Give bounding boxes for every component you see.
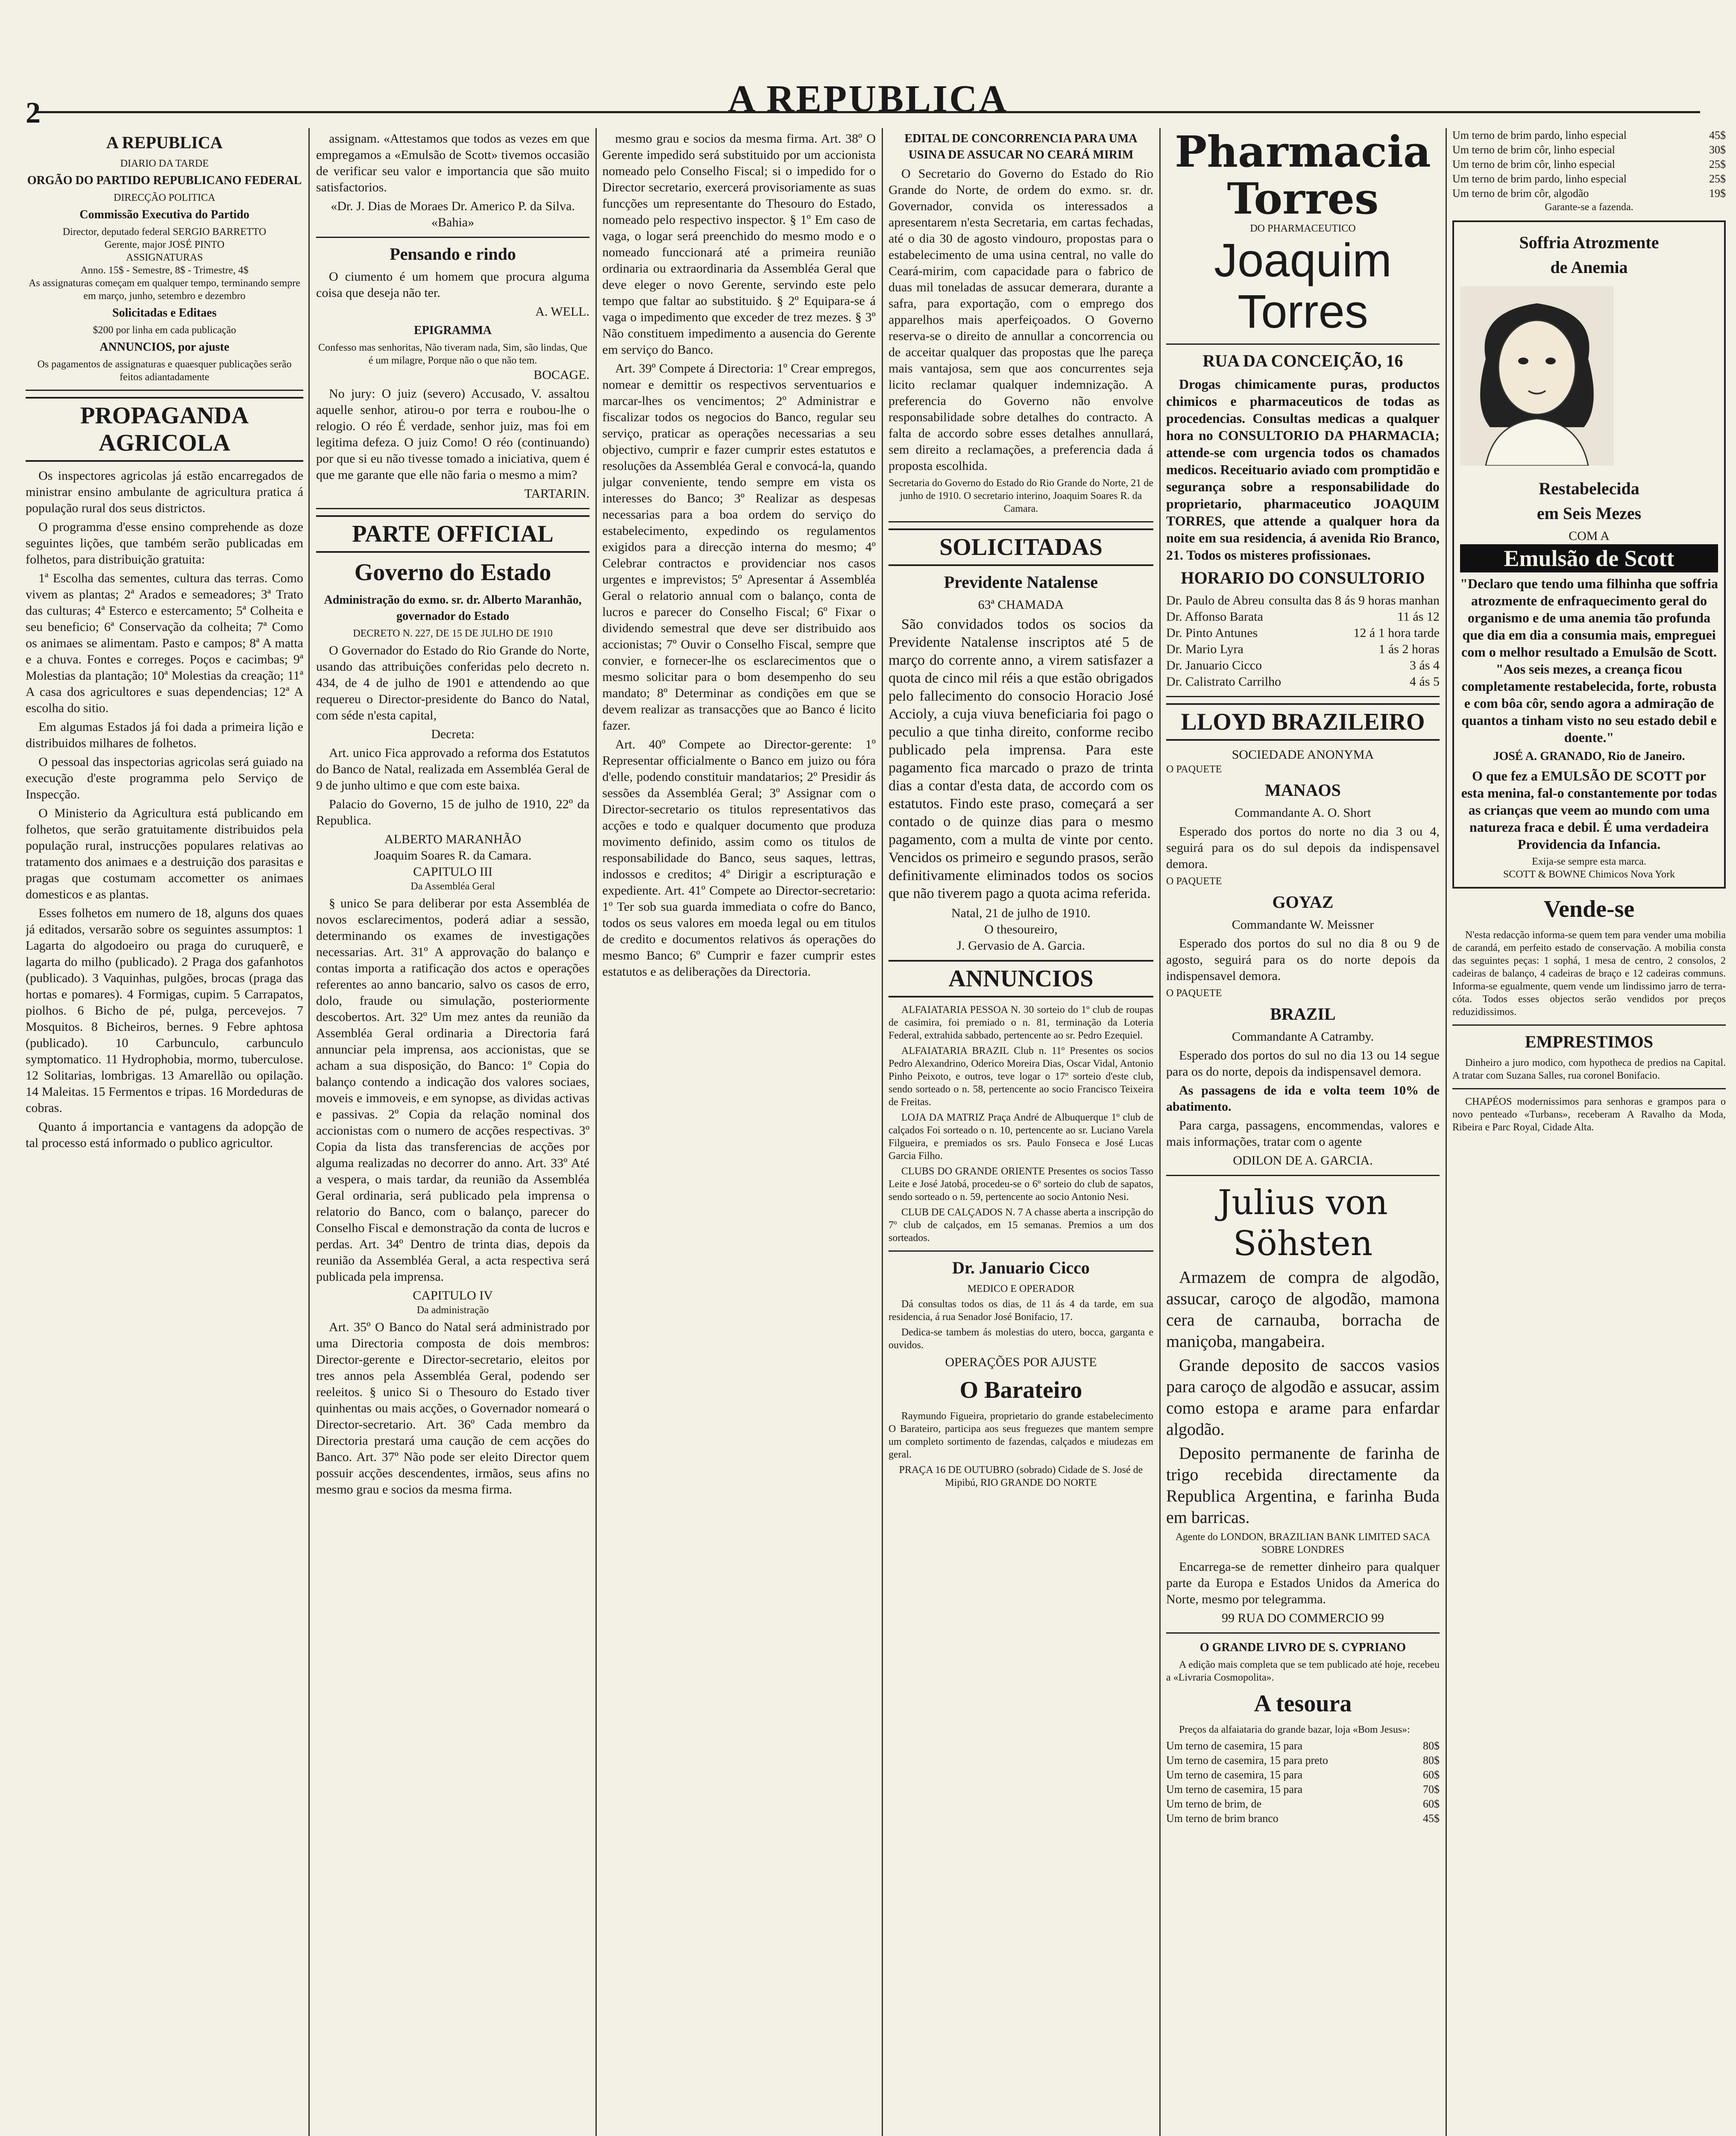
doctor-name: Dr. Pinto Antunes [1166, 626, 1258, 640]
article-paragraph: São convidados todos os socios da Previdente Natalense inscriptos até 5 de março do corrente anno, a virem satisfazer a quota de cinco mil réis a que estão obrigados pelo fallecimento do consocio Horacio José Accioly, a cuja viuva beneficiaria foi pago o peculio a que tinha direito, conforme recibo publicado pela imprensa. Para este pagamento fica marcado o prazo de trinta dias a contar d'esta data, de accordo com os estatutos. Findo este praso, começará a ser contado o de quinze dias para o mesmo pagamento, com a multa de vinte por cento. Vencidos os primeiro e segundo prasos, serão definitivamente eliminados todos os socios que não tiverem pago a quota acima referida. [889, 616, 1153, 901]
place-line: Natal, 21 de julho de 1910. [951, 906, 1091, 920]
column-6 [1452, 128, 1726, 2136]
article-paragraph: assignam. «Attestamos que todos as vezes em que empregamos a «Emulsão de Scott» tivemos occasião de verificar seu valor e importancia que são muito satisfactorios. [316, 132, 589, 194]
column-5 [1166, 128, 1440, 2136]
price-row [1452, 157, 1726, 172]
pharmacy-address: RUA DA CONCEIÇÃO, 16 [1202, 351, 1403, 370]
article-paragraph: Esses folhetos em numero de 18, alguns dos quaes já editados, versarão sobre os seguintes assumptos: 1 Lagarta do algodoeiro ou praga do curuquerê, e lagarta do milho (publicado). 2 Praga dos gafanhotos (publicado). 3 Vaquinhas, pulgões, brocas (praga das hortas e pomares). 4 Formigas, cupim. 5 Carrapatos, piolhos. 6 Bicho de pé, pulga, percevejos. 7 Mosquitos. 8 Bicheiros, bernes. 9 Febre aphtosa (publicado). 10 Carbunculo, carbunculo symptomatico. 11 Hydrophobia, mormo, tuberculose. 12 Solitarias, lombrigas. 13 Amarellão ou opilação. 14 Maleitas. 15 Fermentos e tripas. 16 Mordeduras de cobras. [26, 906, 303, 1115]
lloyd-heading: LLOYD BRAZILEIRO [1166, 703, 1440, 741]
article-paragraph: Em algumas Estados já foi dada a primeira lição e distribuidos milhares de folhetos. [26, 720, 303, 750]
ads-label: ANNUNCIOS, por ajuste [100, 340, 229, 354]
girl-portrait-icon [1460, 286, 1614, 466]
hats-text: CHAPÉOS modernissimos para senhoras e grampos para o novo penteado «Turbans», receberam A Ravalho da Moda, Ribeira e Parc Royal, Cidade Alta. [1452, 1096, 1726, 1133]
doctor-name: Dr. Januario Cicco [1166, 658, 1262, 672]
julius-text: Encarrega-se de remetter dinheiro para qualquer parte da Europa e Estados Unidos da America do Norte, mesmo por telegramma. [1166, 1560, 1440, 1606]
price-item: Um terno de casemira, 15 para [1166, 1783, 1303, 1796]
price-row [1166, 1768, 1440, 1782]
subscriptions-note: As assignaturas começam em qualquer tempo, terminando sempre em março, junho, setembro e dezembro [29, 278, 300, 302]
julius-heading: Julius von Söhsten [1218, 1182, 1388, 1263]
article-paragraph: Art. 40º Compete ao Director-gerente: 1º Representar officialmente o Banco em juizo ou fóra d'elle, podendo constituir mandatarios; 2º Presidir ás sessões da Assembléa Geral; 3º Assignar com o Director-secretario os titulos representativos das acções e todo e qualquer documento que produza movimento definido, assim como os titulos de responsabilidade do Banco, seus saques, lettras, indossos e creditos; 4º Dirigir a escripturação e expediente. Art. 41º Compete ao Director-secretario: 1º Ter sob sua guarda immediata o cofre do Banco, todos os seus valores em moeda legal ou em titulos de credito e documentos relativos ás operações do mesmo Banco; 6º Cumprir e fazer cumprir estes estatutos e as deliberações da Directoria. [602, 737, 876, 979]
divider [316, 237, 589, 238]
column-3 [602, 128, 876, 2136]
price-item: Um terno de brim, de [1166, 1798, 1262, 1810]
place-line: «Bahia» [431, 215, 474, 229]
tesoura-intro: Preços da alfaiataria do grande bazar, loja «Bom Jesus»: [1179, 1724, 1410, 1735]
scott-with: COM A [1569, 529, 1610, 543]
masthead-title: A REPUBLICA [727, 78, 1009, 120]
price-value: 45$ [1709, 129, 1726, 141]
article-paragraph: Art. 39º Compete á Directoria: 1º Crear empregos, nomear e demittir os respectivos serventuarios e marcar-lhes os vencimentos; 2º Administrar e fiscalizar todos os negocios do Banco, regular seu serviço, praticar as operações necessarias a seu objectivo, cumprir e fazer cumprir estes estatutos e resoluções da Assembléa Geral e convocá-la, quando julgar conveniente, tendo sempre em vista os interesses do Banco; 3º Realizar as despesas necessarias para a boa ordem do serviço do estabelecimento, expedindo os regulamentos exigidos para a direcção interna do mesmo; 4º Celebrar contractos e providenciar nos casos urgentes e imprevistos; 5º Apresentar á Assembléa Geral o relatorio annual com o balanço, conta de lucros e parecer do Conselho Fiscal; 6º Fixar o dividendo semestral que deve ser distribuido aos accionistas; 7º Ouvir o Conselho Fiscal, sempre que convier, e fornecer-lhe os esclarecimentos que o mesmo solicitar para o bom desempenho do seu mandato; 8º Determinar as condições em que se devem realizar as transacções que ao Banco é licito fazer. [602, 361, 876, 733]
article-paragraph: O Ministerio da Agricultura está publicando em folhetos, que serão gratuitamente distribuidos pela população rural, instrucções populares relativas ao tratamento dos animaes e a destruição dos parasitas e pragas que costumam accometter os animaes domesticos e as plantas. [26, 806, 303, 901]
scott-claim: O que fez a EMULSÃO DE SCOTT por esta menina, fal-o constantemente por todas as crianças que veem ao mundo com uma natureza fraca e debil. É uma verdadeira Providencia da Infancia. [1461, 768, 1717, 852]
section-heading: EPIGRAMMA [414, 324, 492, 337]
ad-text: CLUB DE CALÇADOS N. 7 A chasse aberta a inscripção do 7º club de calçados, em 15 semanas. Premios a um dos sorteados. [889, 1207, 1153, 1244]
price-value: 19$ [1709, 187, 1726, 200]
scott-mark: Exija-se sempre esta marca. [1532, 856, 1646, 867]
price-row [1452, 186, 1726, 201]
subscriptions-label: ASSIGNATURAS [126, 252, 203, 263]
doctor-time: 1 ás 2 horas [1378, 642, 1440, 656]
ad-text: Raymundo Figueira, proprietario do grande estabelecimento O Barateiro, participa aos seus freguezes que mantem sempre um completo sortimento de fazendas, calçados e miudezas em geral. [889, 1411, 1153, 1460]
ship-text: Esperado dos portos do norte no dia 3 ou 4, seguirá para os do sul depois da indispensavel demora. [1166, 824, 1440, 871]
signature: TARTARIN. [524, 487, 589, 501]
price-row [1166, 1739, 1440, 1753]
price-item: Um terno de casemira, 15 para [1166, 1769, 1303, 1781]
article-paragraph: O pessoal das inspectorias agricolas será guiado na execução d'este programma pelo Serviço de Inspecção. [26, 755, 303, 801]
ship-text: Esperado dos portos do sul no dia 8 ou 9 de agosto, seguirá para os do norte depois da indispensavel demora. [1166, 936, 1440, 983]
column-2 [316, 128, 589, 2136]
subscriptions-prices: Anno. 15$ - Semestre, 8$ - Trimestre, 4$ [80, 265, 249, 276]
chapter-subtitle: Da administração [416, 1305, 489, 1316]
article-paragraph: O programma d'esse ensino comprehende as doze seguintes lições, que também serão publicadas em folhetos, para distribuição gratuita: [26, 520, 303, 566]
solicited-heading: SOLICITADAS [889, 528, 1153, 566]
hours-row [1166, 641, 1440, 657]
price-row [1166, 1797, 1440, 1811]
price-value: 25$ [1709, 158, 1726, 170]
price-value: 80$ [1423, 1754, 1440, 1766]
article-paragraph: § unico Se para deliberar por esta Assembléa de novos esclarecimentos, poderá adiar a sessão, determinando os exames de investigações necessarias. Art. 31º A approvação do balanço e contas importa a ratificação dos actos e operações referentes ao anno bancario, salvo os casos de erro, dolo, fraude ou simulação, posteriormente descobertos. Art. 32º Um mez antes da reunião da Assembléa Geral ordinaria a Directoria fará annunciar pela imprensa, aos accionistas, que se acham a sua disposição, do Banco: 1º Copia do balanço contendo a indicação dos valores sociaes, moveis e immoveis, e em synopse, as dividas activas e passivas. 2º Copia da relação nominal dos accionistas com o numero de acções respectivas. 3º Copia da lista das transferencias de acções por alguma realizadas no decorrer do anno. Art. 33º Até a vespera, o mais tardar, da reunião da Assembléa Geral ordinaria, será publicado pela imprensa o relatorio do Banco, com o balanço, parecer do Conselho Fiscal e demonstração da conta de lucros e perdas. Art. 34º Dentro de trinta dias, depois da reunião da Assembléa Geral, a acta respectiva será publicada pela imprensa. [316, 896, 589, 1284]
article-paragraph: mesmo grau e socios da mesma firma. Art. 38º O Gerente impedido será substituido por um accionista nomeado pelo Conselho Fiscal; si o impedido for o Director secretario, exercerá provisoriamente as suas funcções um representante do Thesouro do Estado, nomeado pelo respectivo inspector. § 1º Em caso de vaga, o logar será preenchido do mesmo modo e o nomeado funccionará até a primeira reunião ordinaria ou extraordinaria da Assembléa Geral que deve eleger o novo Gerente, servindo este pelo tempo que faltar ao substituido. § 2º Equipara-se á vaga o impedimento que exceder de trez mezes. § 3º Não constituem impedimento a ausencia do Gerente em serviço do Banco. [602, 132, 876, 357]
doctor-subtitle: MEDICO E OPERADOR [967, 1283, 1075, 1294]
hours-row [1166, 657, 1440, 674]
article-paragraph: Os inspectores agricolas já estão encarregados de ministrar ensino ambulante de agricultura pratica á população rural dos seus districtos. [26, 469, 303, 515]
price-item: Um terno de casemira, 15 para [1166, 1740, 1303, 1752]
signature: J. Gervasio de A. Garcia. [956, 939, 1085, 953]
signature: Secretaria do Governo do Estado do Rio Grande do Norte, 21 de junho de 1910. O secretario interino, Joaquim Soares R. da Camara. [889, 478, 1153, 514]
divider [1166, 1632, 1440, 1634]
ad-text: Dedica-se tambem ás molestias do utero, bocca, garganta e ouvidos. [889, 1327, 1153, 1351]
hours-row [1166, 674, 1440, 690]
column-rule [1446, 128, 1447, 2136]
price-value: 30$ [1709, 144, 1726, 156]
doctor-time: 3 ás 4 [1410, 658, 1440, 672]
julius-text: Deposito permanente de farinha de trigo recebida directamente da Republica Argentina, e farinha Buda em barricas. [1166, 1444, 1440, 1527]
decree-word: Decreta: [431, 727, 475, 741]
ad-text: ALFAIATARIA PESSOA N. 30 sorteio do 1º club de roupas de casimira, foi premiado o n. 81, terminação da Loteria Federal, extrahida sabbado, pertencente ao sr. Pedro Ezequiel. [889, 1004, 1153, 1041]
book-heading: O GRANDE LIVRO DE S. CYPRIANO [1199, 1641, 1406, 1654]
divider [1166, 696, 1440, 697]
price-item: Um terno de brim côr, linho especial [1452, 158, 1615, 170]
signature: ALBERTO MARANHÃO [384, 832, 522, 846]
column-1 [26, 128, 303, 2136]
ship-name: MANAOS [1265, 780, 1341, 800]
book-text: A edição mais completa que se tem publicado até hoje, recebeu a «Livraria Cosmopolita». [1166, 1659, 1440, 1683]
price-row [1166, 1753, 1440, 1768]
prices-note: Garante-se a fazenda. [1545, 202, 1633, 213]
doctor-name: Dr. Affonso Barata [1166, 610, 1263, 624]
scott-restored: em Seis Mezes [1537, 504, 1642, 523]
tesoura-heading: A tesoura [1254, 1690, 1352, 1717]
price-value: 80$ [1423, 1740, 1440, 1752]
julius-text: Armazem de compra de algodão, assucar, caroço de algodão, mamona cera de carnauba, borracha de maniçoba, mangabeira. [1166, 1268, 1440, 1351]
doctor-time: 4 ás 5 [1410, 675, 1440, 689]
hours-heading: HORARIO DO CONSULTORIO [1181, 568, 1425, 587]
price-value: 45$ [1423, 1812, 1440, 1825]
divider [1452, 1024, 1726, 1026]
ship-cargo: Para carga, passagens, encommendas, valores e mais informações, tratar com o agente [1166, 1118, 1440, 1149]
scott-quote: "Declaro que tendo uma filhinha que soffria atrozmente de enfraquecimento geral do organismo e de uma anemia tão profunda que dia em dia a consumia mais, empreguei com o melhor resultado a Emulsão de Scott. "Aos seis mezes, a creança ficou completamente restabelecida, forte, robusta e com bôa côr, sendo agora a admiração de quantos a tinham visto no seu estado debil e doente." [1460, 576, 1718, 745]
column-rule [882, 128, 883, 2136]
ship-label: O PAQUETE [1166, 876, 1222, 887]
price-item: Um terno de brim pardo, linho especial [1452, 129, 1627, 141]
price-value: 60$ [1423, 1798, 1440, 1810]
divider [889, 1250, 1153, 1252]
call-number: 63ª CHAMADA [978, 598, 1064, 612]
doctor-heading: Dr. Januario Cicco [952, 1258, 1090, 1277]
divider [1166, 1175, 1440, 1176]
page-number: 2 [26, 97, 41, 129]
ship-name: BRAZIL [1270, 1004, 1336, 1024]
pharmacist-name: Joaquim Torres [1214, 234, 1392, 338]
price-row [1452, 143, 1726, 157]
signature: «Dr. J. Dias de Moraes Dr. Americo P. da Silva. [331, 199, 575, 213]
scott-title: Soffria Atrozmente [1519, 233, 1659, 252]
article-paragraph: Art. unico Fica approvado a reforma dos Estatutos do Banco de Natal, realizada em Assembléa Geral de 9 de junho ultimo e que com este baixa. [316, 746, 589, 792]
ship-commander: Commandante W. Meissner [1232, 918, 1374, 932]
ship-label: O PAQUETE [1166, 988, 1222, 999]
barateiro-heading: O Barateiro [959, 1377, 1082, 1403]
article-paragraph: O Secretario do Governo do Estado do Rio Grande do Norte, de ordem do exmo. sr. dr. Governador, convida os interessados a apresentarem n'esta Secretaria, em cartas fechadas, até o dia 30 de agosto vindouro, propostas para o estabelecimento de uma usina central, no valle do Ceará-mirim, com capacidade para o fabrico de duas mil toneladas de assucar demerara, durante a safra, para exportação, com o emprego dos apparelhos mais aperfeiçoados. O Governo reserva-se o direito de annullar a concorrencia ou de acceitar qualquer das propostas que lhe pareça mais vantajosa, sem que aos concurrentes seja licito reclamar qualquer indemnização. A preferencia do Governo não envolve responsabilidade sobre detalhes do contracto. A falta de accordo sobre esses detalhes annullará, sem direito a reclamações, a preferencia dada á proposta escolhida. [889, 167, 1153, 473]
price-row [1452, 172, 1726, 186]
loan-text: Dinheiro a juro modico, com hypotheca de predios na Capital. A tratar com Suzana Salles, rua coronel Bonifacio. [1452, 1057, 1726, 1081]
price-item: Um terno de brim côr, algodão [1452, 187, 1589, 200]
divider [1166, 343, 1440, 345]
price-item: Um terno de brim côr, linho especial [1452, 144, 1615, 156]
price-item: Um terno de brim pardo, linho especial [1452, 173, 1627, 185]
price-item: Um terno de brim branco [1166, 1812, 1279, 1825]
divider [316, 508, 589, 509]
ship-fare: As passagens de ida e volta teem 10% de abatimento. [1166, 1083, 1440, 1114]
government-heading: Governo do Estado [354, 559, 551, 586]
direction-label: DIRECÇÃO POLITICA [114, 192, 215, 203]
divider [889, 521, 1153, 522]
ad-text: ALFAIATARIA BRAZIL Club n. 11º Presentes os socios Pedro Alexandrino, Oderico Moreira Dias, Oscar Vidal, Antonio Pinho Peixoto, e outros, teve logar o 17º sorteio d'este club, sendo sorteado o n. 58, pertencente ao socio Francisco Teixeira de Freitas. [889, 1045, 1153, 1108]
article-paragraph: Quanto á importancia e vantagens da adopção de tal processo está informado o publico agricultor. [26, 1120, 303, 1150]
party-organ: ORGÃO DO PARTIDO REPUBLICANO FEDERAL [27, 174, 302, 187]
price-value: 60$ [1423, 1769, 1440, 1781]
hours-table [1166, 593, 1440, 690]
sale-text: N'esta redacção informa-se quem tem para vender uma mobilia de carandá, em perfeito estado de conservação. A mobilia consta das seguintes peças: 1 sophá, 1 mesa de centro, 2 consolos, 2 cadeiras de balanço, 4 cadeiras de braço e 12 cadeiras communs. Informa-se egualmente, quem vende um lindissimo jarro de terra-cóta. Todos esses objectos serão vendidos por preços reduzidissimos. [1452, 930, 1726, 1018]
hours-row [1166, 593, 1440, 609]
director-line: Director, deputado federal SERGIO BARRETTO [62, 226, 267, 238]
article-paragraph: O ciumento é um homem que procura alguma coisa que deseja não ter. [316, 270, 589, 300]
pharmacy-text: Drogas chimicamente puras, productos chimicos e pharmaceuticos de todas as procedencias. Consultas medicas a qualquer hora no CONSULTORIO DA PHARMACIA; attende-se com urgencia todos os chamados medicos. Receituario aviado com promptidão e segurança sobre a responsabilidade do proprietario, pharmaceutico JOAQUIM TORRES, que attende a qualquer hora da noite em sua residencia, á avenida Rio Branco, 21. Todos os misteres profissionaes. [1166, 376, 1440, 563]
decree-number: DECRETO N. 227, DE 15 DE JULHO DE 1910 [353, 628, 553, 639]
price-row [1166, 1811, 1440, 1826]
solicited-label: Solicitadas e Editaes [112, 306, 217, 320]
divider [26, 390, 303, 391]
julius-text: Grande deposito de saccos vasios para caroço de algodão e assucar, assim como estopa e arame para enfardar algodão. [1166, 1356, 1440, 1439]
operations-line: OPERAÇÕES POR AJUSTE [945, 1355, 1097, 1369]
administration-line: Administração do exmo. sr. dr. Alberto Maranhão, governador do Estado [324, 593, 582, 623]
price-row [1166, 1782, 1440, 1797]
chapter-heading: CAPITULO IV [413, 1288, 493, 1303]
ad-text: Dá consultas todos os dias, de 11 ás 4 da tarde, em sua residencia, á rua Senador José Bonifacio, 17. [889, 1299, 1153, 1323]
price-item: Um terno de casemira, 15 para preto [1166, 1754, 1328, 1766]
solicited-price: $200 por linha em cada publicação [93, 325, 236, 336]
doctor-time: 11 ás 12 [1397, 610, 1440, 624]
signature: Joaquim Soares R. da Camara. [374, 848, 532, 863]
scott-brand: Emulsão de Scott [1460, 544, 1718, 572]
loan-heading: EMPRESTIMOS [1525, 1032, 1654, 1051]
agent-name: ODILON DE A. GARCIA. [1233, 1153, 1373, 1168]
ship-commander: Commandante A Catramby. [1232, 1030, 1374, 1044]
society-heading: Previdente Natalense [944, 572, 1098, 592]
price-row [1452, 128, 1726, 143]
ads-note: Os pagamentos de assignaturas e quaesquer publicações serão feitos adiantadamente [37, 359, 292, 383]
julius-address: 99 RUA DO COMMERCIO 99 [1221, 1611, 1384, 1625]
section-heading: Pensando e rindo [390, 244, 516, 264]
ads-heading: ANNUNCIOS [889, 960, 1153, 998]
column-4 [889, 128, 1153, 2136]
signature: BOCAGE. [534, 368, 589, 382]
column-rule [595, 128, 597, 2136]
scott-signature: JOSÉ A. GRANADO, Rio de Janeiro. [1493, 750, 1685, 763]
price-value: 25$ [1709, 173, 1726, 185]
article-paragraph: Art. 35º O Banco do Natal será administrado por uma Directoria composta de dois membros: Director-gerente e Director-secretario, eleitos por tres annos pela Assembléa Geral, podendo ser reeleitos. § unico Si o Thesouro do Estado tiver quinhentas ou mais acções, o Governador nomeará o Director-secretario. Art. 36º Cada membro da Directoria prestará uma caução de cem acções do Banco. Art. 37º Não pode ser eleito Director quem possuir acções descendentes, irmãos, seus afins no mesmo grau e socios da mesma firma. [316, 1320, 589, 1496]
julius-agent: Agente do LONDON, BRAZILIAN BANK LIMITED SACA SOBRE LONDRES [1175, 1532, 1431, 1555]
lloyd-subtitle: SOCIEDADE ANONYMA [1232, 748, 1374, 762]
poem: Confesso mas senhoritas, Não tiveram nada, Sim, são lindas, Que é um milagre, Porque não o que não tem. [318, 342, 587, 366]
pharmacy-title: Pharmacia Torres [1175, 128, 1431, 224]
manager-line: Gerente, major JOSÉ PINTO [104, 239, 225, 250]
hours-row [1166, 625, 1440, 641]
article-paragraph: Palacio do Governo, 15 de julho de 1910, 22º da Republica. [316, 797, 589, 827]
article-paragraph: O Governador do Estado do Rio Grande do Norte, usando das attribuições conferidas pelo decreto n. 434, de 4 de julho de 1901 e attendendo ao que requereu o Director-presidente do Banco do Natal, com séde n'esta capital, [316, 643, 589, 722]
article-paragraph: No jury: O juiz (severo) Accusado, V. assaltou aquelle senhor, atirou-o por terra e roubou-lhe o relogio. O réo É verdade, senhor juiz, mas foi em legitima defeza. O juiz Como! O réo (continuando) por que si eu não tivesse tomado a iniciativa, quem é que me garante que elle não faria o mesmo a mim? [316, 387, 589, 482]
scott-maker: SCOTT & BOWNE Chimicos Nova York [1503, 869, 1675, 880]
ship-text: Esperado dos portos do sul no dia 13 ou 14 segue para os do norte, depois da indispensavel demora. [1166, 1048, 1440, 1079]
signature: A. WELL. [535, 305, 589, 319]
column-rule [308, 128, 310, 2136]
ad-text: LOJA DA MATRIZ Praça André de Albuquerque 1º club de calçados Foi sorteado o n. 10, pertencente ao sr. Luciano Varela Filgueira, e premiados os srs. Paulo Fonseca e José Lucas Garcia Filho. [889, 1112, 1153, 1162]
sale-heading: Vende-se [1543, 896, 1635, 922]
address-line: PRAÇA 16 DE OUTUBRO (sobrado) Cidade de S. José de Mipibú, RIO GRANDE DO NORTE [899, 1464, 1143, 1488]
notice-heading: EDITAL DE CONCORRENCIA PARA UMA USINA DE ASSUCAR NO CEARÁ MIRIM [904, 132, 1138, 161]
column-rule [1159, 128, 1161, 2136]
pharmacy-subtitle: DO PHARMACEUTICO [1250, 223, 1356, 234]
chapter-subtitle: Da Assembléa Geral [411, 881, 495, 892]
divider [1452, 1088, 1726, 1089]
official-heading: PARTE OFFICIAL [316, 515, 589, 553]
article-paragraph: 1ª Escolha das sementes, cultura das terras. Como vivem as plantas; 2ª Arados e semeadores; 3ª Trato das culturas; 4ª Esterco e estercamento; 5ª Colheita e seu beneficio; 6ª Conservação da colheita; 7ª Como os animaes se alimentam. Pasto e campos; 8ª A matta e a chuva. Fontes e correges. Poços e cacimbas; 9ª Molestias da plantação; 10ª Molestias da creação; 11ª A casa dos agricultores e suas dependencias; 12ª A escolha do sitio. [26, 571, 303, 715]
doctor-name: Dr. Calistrato Carrilho [1166, 675, 1281, 689]
ship-label: O PAQUETE [1166, 764, 1222, 775]
doctor-time: consulta das 8 ás 9 horas manhan [1269, 593, 1440, 607]
paper-subtitle: DIARIO DA TARDE [120, 158, 209, 169]
propaganda-heading: PROPAGANDA AGRICOLA [26, 397, 303, 462]
hours-row [1166, 609, 1440, 625]
ad-text: CLUBS DO GRANDE ORIENTE Presentes os socios Tasso Leite e José Jatobá, procedeu-se o 6º sorteio do club de sapatos, sendo sorteado o n. 59, pertencente ao socio Antonio Nesi. [889, 1166, 1153, 1203]
scott-ad [1452, 220, 1726, 889]
party-commission: Commissão Executiva do Partido [79, 208, 249, 221]
ship-commander: Commandante A. O. Short [1235, 806, 1371, 820]
scott-restored: Restabelecida [1539, 479, 1639, 498]
price-value: 70$ [1423, 1783, 1440, 1796]
doctor-name: Dr. Mario Lyra [1166, 642, 1243, 656]
scott-title: de Anemia [1550, 258, 1628, 277]
paper-title: A REPUBLICA [106, 133, 223, 152]
chapter-heading: CAPITULO III [413, 865, 493, 879]
ship-name: GOYAZ [1272, 892, 1334, 912]
role-line: O thesoureiro, [984, 922, 1058, 936]
doctor-name: Dr. Paulo de Abreu [1166, 593, 1264, 607]
doctor-time: 12 á 1 hora tarde [1353, 626, 1440, 640]
